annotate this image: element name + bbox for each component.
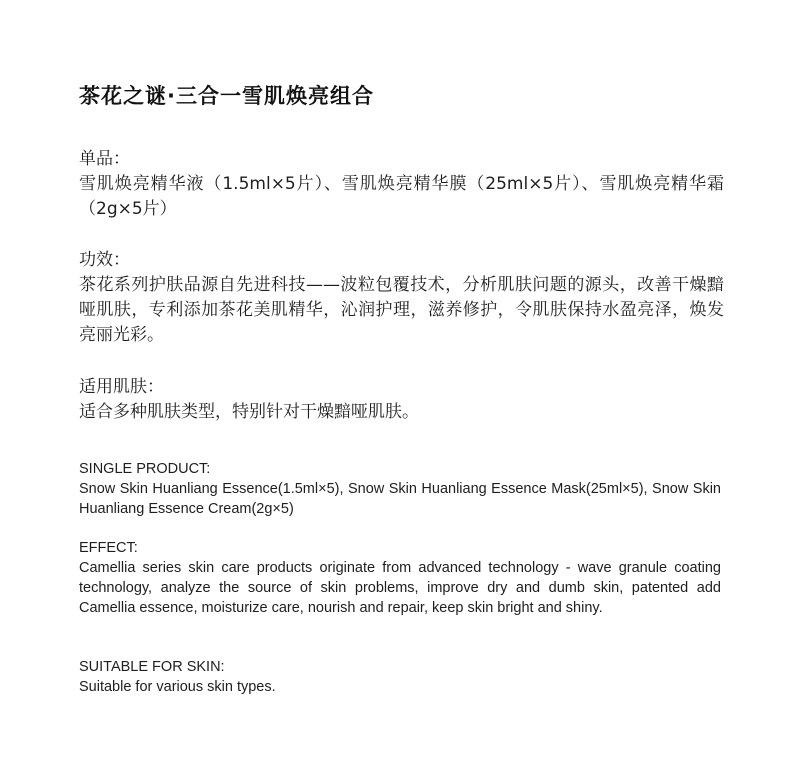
cn-effect-label: 功效： bbox=[79, 250, 130, 270]
en-single-product-text: Snow Skin Huanliang Essence(1.5ml×5), Snow Skin Huanliang Essence Mask(25ml×5), Snow Skin Huanliang Essence Cream(2g×5) bbox=[79, 481, 721, 517]
cn-single-product-section bbox=[79, 147, 724, 222]
cn-single-product-text: 雪肌焕亮精华液（1.5ml×5片）、雪肌焕亮精华膜（25ml×5片）、雪肌焕亮精华霜（2g×5片） bbox=[79, 174, 724, 219]
cn-single-product-label: 单品： bbox=[79, 149, 130, 169]
en-effect-section bbox=[79, 538, 721, 618]
cn-suitable-skin-text: 适合多种肌肤类型，特别针对干燥黯哑肌肤。 bbox=[79, 402, 419, 422]
en-single-product-label: SINGLE PRODUCT: bbox=[79, 461, 211, 477]
en-single-product-section bbox=[79, 459, 721, 519]
page-title: 茶花之谜·三合一雪肌焕亮组合 bbox=[79, 84, 374, 108]
en-suitable-skin-section bbox=[79, 657, 721, 697]
en-suitable-skin-label: SUITABLE FOR SKIN: bbox=[79, 659, 225, 675]
cn-suitable-skin-label: 适用肌肤： bbox=[79, 377, 164, 397]
en-effect-label: EFFECT: bbox=[79, 540, 138, 556]
cn-effect-text: 茶花系列护肤品源自先进科技——波粒包覆技术，分析肌肤问题的源头，改善干燥黯哑肌肤，专利添加茶花美肌精华，沁润护理，滋养修护，令肌肤保持水盈亮泽，焕发亮丽光彩。 bbox=[79, 275, 724, 345]
cn-suitable-skin-section bbox=[79, 375, 724, 425]
en-effect-text: Camellia series skin care products originate from advanced technology - wave granule coating technology, analyze the source of skin problems, improve dry and dumb skin, patented add Camellia essence, moisturize care, nourish and repair, keep skin bright and shiny. bbox=[79, 560, 721, 616]
cn-effect-section bbox=[79, 248, 724, 348]
en-suitable-skin-text: Suitable for various skin types. bbox=[79, 679, 276, 695]
